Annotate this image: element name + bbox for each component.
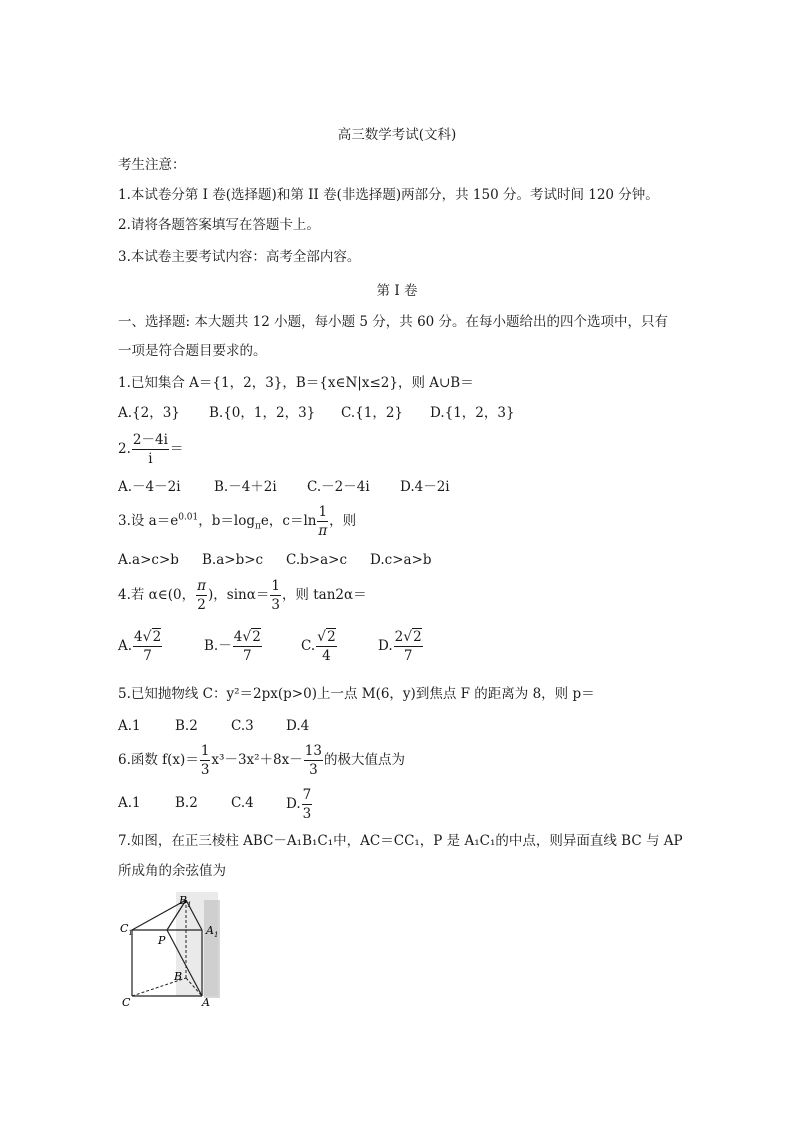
notice-heading: 考生注意： — [118, 157, 186, 173]
q3-option-d: D.c>a>b — [370, 552, 432, 568]
q6-f2-numerator: 13 — [304, 743, 322, 759]
q3-pre: 3.设 a＝e — [118, 513, 179, 529]
q4-option-d — [378, 628, 424, 665]
q4-option-d-numerator — [394, 628, 423, 647]
prism-figure — [118, 890, 228, 1010]
q4-pre: 4.若 α∈(0， — [118, 587, 196, 603]
q1-option-a: A.{2，3} — [118, 405, 180, 421]
q4-option-d-fraction — [394, 628, 423, 665]
q4-option-b-numerator — [233, 628, 262, 647]
sqrt-icon: √ — [317, 629, 327, 645]
q4-fraction-2 — [270, 577, 281, 614]
q4-post: ，则 tan2α＝ — [281, 587, 367, 603]
q2-stem — [118, 431, 183, 468]
q4-option-a-coef: 4 — [134, 629, 143, 645]
q6-option-a: A.1 — [118, 795, 141, 811]
q7-line1: 7.如图，在正三棱柱 ABC－A₁B₁C₁中，AC＝CC₁，P 是 A₁C₁的中点，则异面直线 BC 与 AP — [118, 833, 683, 849]
q2-equals: ＝ — [169, 441, 184, 457]
q4-stem — [118, 577, 367, 614]
q4-option-c — [301, 628, 338, 665]
q6-fraction-1 — [200, 742, 211, 779]
q4-fraction-1 — [196, 577, 207, 614]
q4-f1-numerator: π — [197, 578, 207, 594]
q5-stem: 5.已知抛物线 C：y²＝2px(p>0)上一点 M(6，y)到焦点 F 的距离为 8，则 p＝ — [118, 686, 595, 702]
q5-option-b: B.2 — [175, 718, 198, 734]
q4-option-c-fraction — [316, 628, 337, 665]
sqrt-icon: √ — [403, 629, 413, 645]
q5-option-c: C.3 — [231, 718, 254, 734]
q4-option-a-denominator: 7 — [143, 648, 152, 664]
q6-stem — [118, 742, 405, 779]
q6-pre: 6.函数 f(x)＝ — [118, 752, 199, 768]
q3-frac-denominator: π — [318, 523, 328, 539]
q6-option-c: C.4 — [231, 795, 254, 811]
q4-f2-numerator: 1 — [271, 578, 280, 594]
label-a: A — [202, 996, 210, 1009]
q3-stem — [118, 503, 356, 540]
label-b: B — [174, 970, 183, 983]
q4-f2-denominator: 3 — [271, 597, 280, 613]
q4-option-b-radicand: 2 — [252, 629, 261, 645]
q4-option-c-radicand: 2 — [327, 629, 336, 645]
label-c1: $C_1$ — [120, 922, 133, 937]
q4-option-b-denominator: 7 — [242, 648, 252, 664]
section-heading-line1: 一、选择题: 本大题共 12 小题，每小题 5 分，共 60 分。在每小题给出的四个选项中，只有 — [118, 314, 669, 330]
sqrt-icon: √ — [142, 629, 152, 645]
q2-option-a: A.－4－2i — [118, 479, 181, 495]
notice-3: 3.本试卷主要考试内容：高考全部内容。 — [118, 249, 361, 265]
label-a1: $A_1$ — [206, 924, 219, 939]
q2-denominator: i — [148, 451, 153, 467]
q3-log-base: π — [255, 521, 261, 532]
q1-option-c: C.{1，2} — [341, 405, 403, 421]
q6-post: 的极大值点为 — [323, 752, 405, 768]
q4-option-d-radicand: 2 — [413, 629, 422, 645]
label-c: C — [122, 996, 131, 1009]
q1-stem: 1.已知集合 A＝{1，2，3}，B＝{x∈N|x≤2}，则 A∪B＝ — [118, 375, 474, 391]
q4-option-d-coef: 2 — [394, 629, 404, 645]
q5-option-a: A.1 — [118, 718, 141, 734]
q4-mid: )，sinα＝ — [208, 587, 270, 603]
q3-mid1: ，b＝log — [198, 513, 255, 529]
q3-post: ，则 — [329, 513, 357, 529]
q2-fraction — [132, 431, 169, 468]
label-b1: $B_1$ — [179, 894, 192, 909]
q6-mid: x³－3x²＋8x－ — [211, 752, 303, 768]
q4-option-b-coef: 4 — [233, 629, 243, 645]
q6-option-d-label: D. — [286, 796, 301, 812]
notice-1: 1.本试卷分第 I 卷(选择题)和第 II 卷(非选择题)两部分，共 150 分。考试时间 120 分钟。 — [118, 187, 659, 203]
q6-fraction-2 — [304, 742, 323, 779]
q2-option-d: D.4－2i — [400, 479, 450, 495]
q6-option-d-fraction — [302, 786, 313, 823]
page-title: 高三数学考试(文科) — [337, 127, 457, 143]
label-p: P — [158, 934, 166, 947]
q3-frac-numerator: 1 — [318, 504, 328, 520]
q6-option-d-denominator: 3 — [302, 806, 312, 822]
sqrt-icon: √ — [242, 629, 252, 645]
q4-option-a — [118, 628, 163, 665]
q4-option-d-denominator: 7 — [403, 648, 413, 664]
q4-option-c-label: C. — [301, 638, 316, 654]
q7-line2: 所成角的余弦值为 — [118, 863, 226, 879]
q4-option-a-fraction — [133, 628, 162, 665]
q4-option-c-denominator: 4 — [322, 648, 331, 664]
q3-option-c: C.b>a>c — [286, 552, 348, 568]
q1-option-d: D.{1，2，3} — [430, 405, 515, 421]
q3-mid2: e，c＝ln — [260, 513, 317, 529]
q6-f1-numerator: 1 — [200, 743, 210, 759]
q6-option-d-numerator: 7 — [302, 787, 312, 803]
q3-option-a: A.a>c>b — [118, 552, 179, 568]
q2-option-c: C.－2－4i — [307, 479, 370, 495]
q6-f2-denominator: 3 — [309, 762, 318, 778]
q2-numerator: 2－4i — [132, 432, 168, 448]
q3-exponent: 0.01 — [178, 512, 199, 523]
q4-option-c-numerator — [316, 628, 337, 647]
q3-option-b: B.a>b>c — [202, 552, 264, 568]
q4-option-b — [204, 628, 263, 665]
notice-2: 2.请将各题答案填写在答题卡上。 — [118, 217, 320, 233]
q4-option-b-fraction — [233, 628, 262, 665]
q4-option-b-label: B. — [204, 638, 219, 654]
q1-option-b: B.{0，1，2，3} — [209, 405, 316, 421]
q4-f1-denominator: 2 — [197, 597, 206, 613]
q6-f1-denominator: 3 — [200, 762, 210, 778]
section-heading-line2: 一项是符合题目要求的。 — [118, 343, 267, 359]
figure-shading-2 — [204, 900, 220, 998]
q2-number: 2. — [118, 441, 131, 457]
q2-option-b: B.－4＋2i — [214, 479, 277, 495]
q4-option-a-label: A. — [118, 638, 133, 654]
q4-option-b-sign: － — [218, 638, 232, 654]
volume-title: 第 I 卷 — [376, 283, 418, 299]
q6-option-b: B.2 — [175, 795, 198, 811]
q4-option-a-radicand: 2 — [152, 629, 162, 645]
q6-option-d — [286, 786, 313, 823]
q4-option-a-numerator — [133, 628, 162, 647]
q4-option-d-label: D. — [378, 638, 393, 654]
q3-fraction — [317, 503, 328, 540]
q5-option-d: D.4 — [286, 718, 310, 734]
